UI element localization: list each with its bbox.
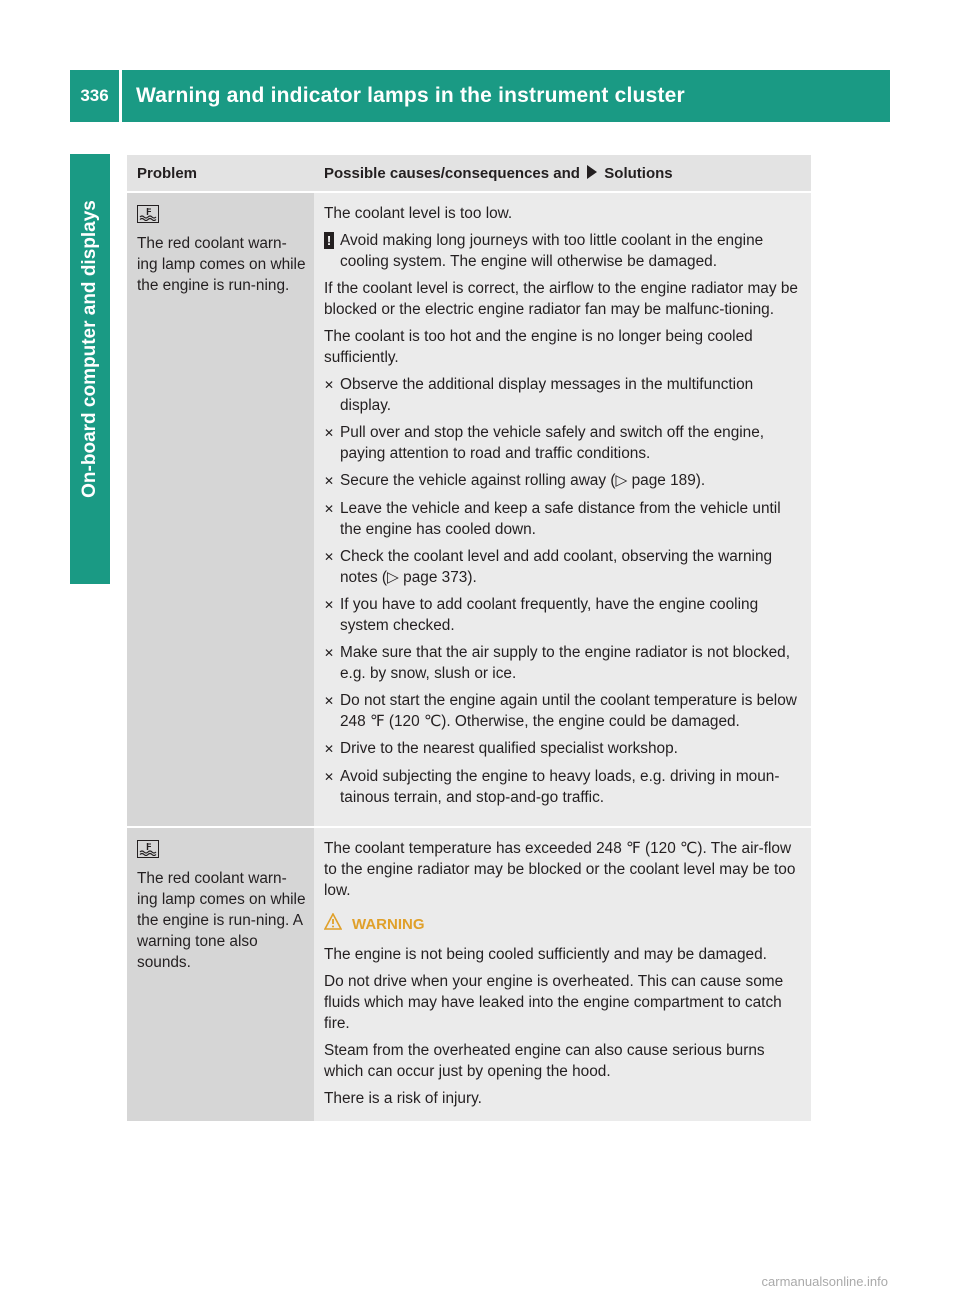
- warning-heading: [324, 913, 803, 936]
- exclamation-icon: !: [324, 232, 334, 249]
- column-header-problem: Problem: [137, 165, 198, 182]
- problem-cell: [127, 828, 314, 1121]
- page-number: 336: [70, 70, 122, 122]
- warning-triangle-icon: [324, 913, 342, 936]
- column-header-solutions: Possible causes/consequences and Solutions: [314, 155, 811, 191]
- coolant-temperature-icon: [137, 840, 159, 858]
- warning-text: Steam from the overheated engine can also cause serious burns which can occur just by opening the hood.: [324, 1042, 765, 1080]
- step-marker-icon: ✕: [324, 474, 335, 488]
- cause-text: The coolant is too hot and the engine is no longer being cooled sufficiently.: [324, 328, 753, 366]
- caution-note: ! Avoid making long journeys with too little coolant in the engine cooling system. The engine will otherwise be damaged.: [324, 230, 803, 272]
- section-title: Warning and indicator lamps in the instrument cluster: [136, 84, 685, 107]
- table-row: [127, 828, 811, 1123]
- list-item: ✕ Secure the vehicle against rolling away (▷ page 189).: [324, 470, 803, 492]
- list-item: ✕ Do not start the engine again until the coolant temperature is below 248 ℉ (120 ℃). Otherwise, the engine could be damaged.: [324, 692, 797, 730]
- list-item: ✕ If you have to add coolant frequently, have the engine cooling system checked.: [324, 596, 759, 634]
- step-marker-icon: ✕: [324, 742, 335, 756]
- table-header: [127, 155, 811, 193]
- cause-text: The coolant level is too low.: [324, 205, 513, 222]
- step-marker-icon: ✕: [324, 378, 335, 392]
- warning-text: There is a risk of injury.: [324, 1090, 482, 1107]
- cause-text: The coolant temperature has exceeded 248 ℉ (120 ℃). The air-flow to the engine radiator may be blocked or the coolant level may be too low.: [324, 840, 796, 899]
- problem-text: The red coolant warn-ing lamp comes on while the engine is run-ning. A warning tone also sounds.: [137, 870, 306, 971]
- arrow-right-icon: [586, 164, 598, 185]
- problem-cell: [127, 193, 314, 826]
- step-marker-icon: ✕: [324, 550, 335, 564]
- list-item: ✕ Observe the additional display messages in the multifunction display.: [324, 376, 754, 414]
- list-item: ✕ Avoid subjecting the engine to heavy loads, e.g. driving in moun-tainous terrain, and stop-and-go traffic.: [324, 768, 780, 806]
- step-marker-icon: ✕: [324, 770, 335, 784]
- solution-cell: [314, 193, 811, 826]
- solution-cell: [314, 828, 811, 1121]
- chapter-tab-label: On-board computer and displays: [79, 200, 100, 498]
- list-item: ✕ Pull over and stop the vehicle safely and switch off the engine, paying attention to road and traffic conditions.: [324, 424, 765, 462]
- warning-text: The engine is not being cooled sufficiently and may be damaged.: [324, 946, 767, 963]
- problem-text: The red coolant warn-ing lamp comes on while the engine is run-ning.: [137, 235, 306, 294]
- warning-label: WARNING: [352, 916, 425, 933]
- list-item: ✕ Make sure that the air supply to the engine radiator is not blocked, e.g. by snow, slush or ice.: [324, 644, 791, 682]
- watermark: carmanualsonline.info: [761, 1274, 888, 1289]
- step-marker-icon: ✕: [324, 426, 335, 440]
- step-marker-icon: ✕: [324, 598, 335, 612]
- coolant-temperature-icon: [137, 205, 159, 223]
- list-item: ✕ Leave the vehicle and keep a safe distance from the vehicle until the engine has cooled down.: [324, 500, 781, 538]
- list-item: ✕ Drive to the nearest qualified specialist workshop.: [324, 738, 803, 760]
- warning-text: Do not drive when your engine is overheated. This can cause some fluids which may have leaked into the engine compartment to catch fire.: [324, 973, 784, 1032]
- list-item: ✕ Check the coolant level and add coolant, observing the warning notes (▷ page 373).: [324, 548, 773, 586]
- step-marker-icon: ✕: [324, 646, 335, 660]
- step-marker-icon: ✕: [324, 694, 335, 708]
- table-row: [127, 193, 811, 828]
- problem-solution-table: [127, 155, 811, 1123]
- cause-text: If the coolant level is correct, the airflow to the engine radiator may be blocked or the electric engine radiator fan may be malfunc-tioning.: [324, 280, 798, 318]
- step-marker-icon: ✕: [324, 502, 335, 516]
- page-header: [70, 70, 890, 122]
